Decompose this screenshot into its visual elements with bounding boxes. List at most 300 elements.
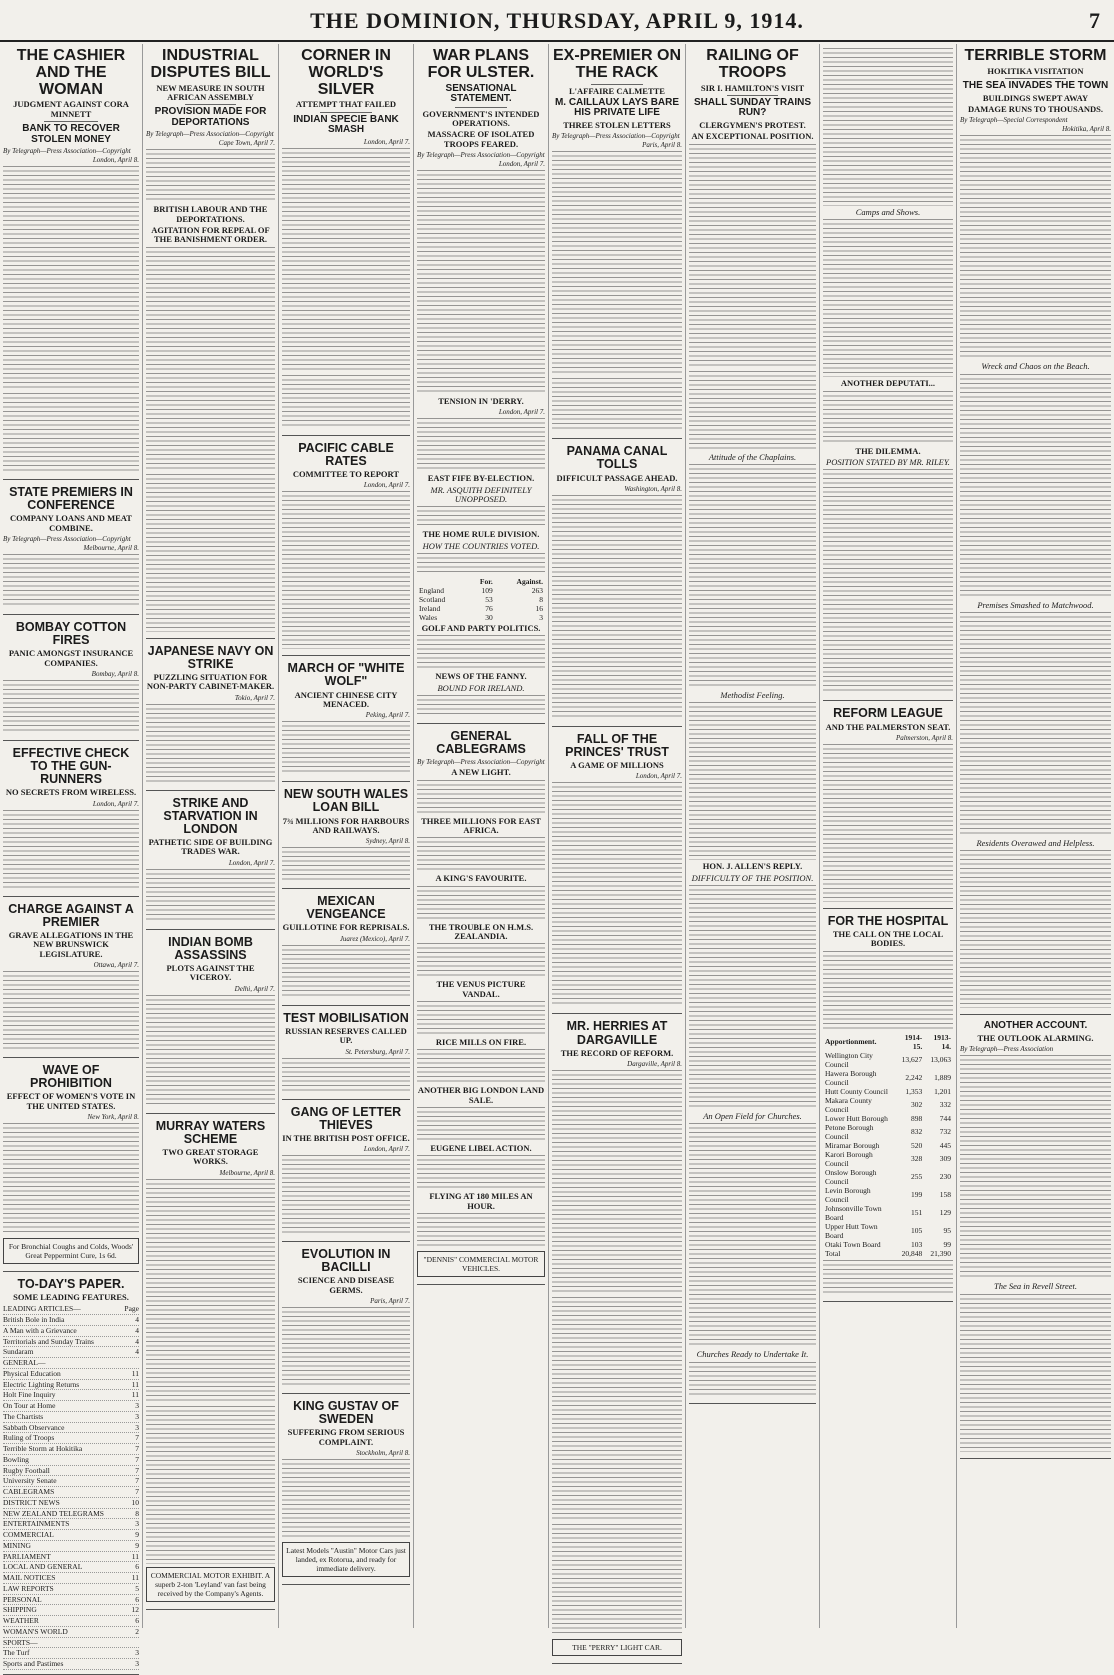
table-cell: Miramar Borough [825,1140,880,1150]
features-list-item [3,1466,139,1477]
subheading: The Sea in Revell Street. [993,1281,1077,1292]
dateline: Hokitika, April 8. [1062,125,1111,134]
article-body [552,151,682,376]
features-list-item [3,1573,139,1584]
table-cell: 129 [939,1208,951,1218]
article-body [417,886,545,921]
article-body [689,1123,816,1348]
article-body [823,48,953,206]
article-charge-premier [3,899,139,1058]
rule [44,121,98,122]
headline: TEST MOBILISATION [283,1010,409,1025]
table-row [823,1114,953,1123]
headline: GANG OF LETTER THIEVES [290,1104,402,1132]
article-body [282,375,410,429]
table-cell: Scotland [419,595,446,605]
dateline: Ottawa, April 7. [93,960,139,969]
subheading: SCIENCE AND DISEASE GERMS. [297,1275,395,1295]
features-list-item [3,1648,139,1659]
article-silver-corner [282,44,410,436]
feature-page: 4 [135,1347,139,1357]
subheading: HOKITIKA VISITATION [987,65,1084,76]
article-body [960,1055,1111,1280]
article-general-cablegrams [417,726,545,1285]
table-header-cell: 1914-15. [904,1032,923,1051]
features-list-item [3,1519,139,1530]
article-body [689,144,816,369]
article-war-plans [417,44,545,724]
table-cell: 732 [939,1127,951,1137]
table-cell: 21,390 [930,1248,951,1258]
subheading: Churches Ready to Undertake It. [696,1349,809,1360]
subheading: THE CALL ON THE LOCAL BODIES. [832,928,944,949]
dateline: London, April 7. [363,1145,410,1154]
headline: THE CASHIER AND THE WOMAN [16,47,126,98]
table-cell: Levin Borough Council [825,1185,871,1204]
table-cell: England [419,586,444,596]
table-cell: Hutt County Council [825,1086,888,1096]
dateline: Paris, April 8. [642,141,682,150]
article-body [960,1294,1111,1452]
article-mexican [282,891,410,1006]
headline: CHARGE AGAINST A PREMIER [8,901,134,929]
cablegram-heading: THE VENUS PICTURE VANDAL. [436,979,526,999]
subheading: Attitude of the Chaplains. [708,451,797,462]
subheading: MASSACRE OF ISOLATED TROOPS FEARED. [427,129,535,149]
headline: MARCH OF "WHITE WOLF" [287,661,405,689]
feature-page: 6 [135,1594,139,1604]
subheading: ANOTHER DEPUTATI... [840,378,936,389]
advertisement: For Bronchial Coughs and Colds, Woods' Great Peppermint Cure, 1s 6d. [3,1238,139,1264]
features-list-item [3,1541,139,1552]
article-body [823,744,953,902]
features-list-item [3,1530,139,1541]
table-cell: Total [825,1248,841,1258]
feature-label: CABLEGRAMS [3,1487,55,1497]
headline: EFFECTIVE CHECK TO THE GUN-RUNNERS [12,745,130,787]
subheading: PATHETIC SIDE OF BUILDING TRADES WAR. [148,836,273,857]
table-cell: 20,848 [901,1248,923,1258]
feature-label: University Senate [3,1476,57,1486]
features-list-item [3,1304,139,1315]
subheading: Camps and Shows. [855,207,921,217]
features-list-item [3,1455,139,1466]
dateline: Dargaville, April 8. [627,1060,682,1069]
dateline: Palmerston, April 8. [895,733,953,742]
table-cell: Onslow Borough Council [825,1167,877,1186]
feature-label: LEADING ARTICLES— [3,1304,81,1314]
article-body [3,393,139,473]
article-body [689,885,816,1110]
article-body [3,554,139,608]
article-camps [823,44,953,701]
table-cell: 2,242 [905,1073,923,1083]
subheading: GUILLOTINE FOR REPRISALS. [282,922,410,933]
table-cell: 309 [939,1154,951,1164]
subheading: THE OUTLOOK ALARMING. [977,1032,1094,1043]
article-body [552,1297,682,1522]
feature-label: Sundaram [3,1347,34,1357]
features-list-item [3,1584,139,1595]
article-prohibition [3,1060,139,1272]
headline: INDIAN BOMB ASSASSINS [168,934,253,962]
headline: EVOLUTION IN BACILLI [301,1247,391,1275]
feature-label: WEATHER [3,1616,39,1626]
subheading: COMPANY LOANS AND MEAT COMBINE. [10,513,132,533]
feature-label: The Chartists [3,1411,44,1421]
article-body [552,378,682,432]
headline: STATE PREMIERS IN CONFERENCE [9,485,133,513]
features-list-item [3,1390,139,1401]
article-body [552,782,682,1007]
advertisement: Latest Models "Austin" Motor Cars just landed, ex Rotorua, and ready for immediate delivery. [282,1542,410,1577]
column-3 [279,44,414,1628]
table-cell: 832 [910,1127,923,1137]
article-body [552,495,682,720]
subheading: SHALL SUNDAY TRAINS RUN? [693,96,812,119]
dateline: Melbourne, April 8. [83,544,139,553]
table-cell: 1,201 [934,1086,951,1096]
feature-page: 11 [131,1379,139,1389]
feature-label: MINING [3,1540,31,1550]
dateline: London, April 8. [92,156,139,165]
article-body [146,247,275,472]
subheading: Wreck and Chaos on the Beach. [981,361,1090,372]
features-list-item [3,1358,139,1369]
headline: KING GUSTAV OF SWEDEN [293,1399,399,1427]
column-8 [957,44,1114,1628]
feature-page: 3 [135,1519,139,1529]
feature-page: 11 [131,1573,139,1583]
table-cell: 3 [539,613,543,623]
article-body [417,837,545,872]
advertisement: THE "PERRY" LIGHT CAR. [552,1639,682,1656]
feature-page: 3 [135,1648,139,1658]
article-body [417,780,545,815]
home-rule-table [417,577,545,622]
subheading: An Open Field for Churches. [703,1111,802,1121]
article-body [3,810,139,890]
dateline: Bombay, April 8. [91,669,139,678]
article-body [417,1001,545,1036]
article-body [689,464,816,689]
article-body [960,135,1111,360]
feature-label: SPORTS— [3,1637,38,1647]
subheading: THE DILEMMA. [855,445,921,456]
feature-page: 12 [131,1605,139,1615]
table-cell: 105 [910,1226,923,1236]
column-6 [686,44,820,1628]
table-cell: Otaki Town Board [825,1239,881,1249]
headline: PACIFIC CABLE RATES [298,440,394,468]
feature-page: 3 [135,1659,139,1669]
feature-label: A Man with a Grievance [3,1325,77,1335]
features-list-item [3,1476,139,1487]
table-cell: 1,889 [934,1073,951,1083]
cablegram-heading: A NEW LIGHT. [451,767,511,778]
feature-page: 9 [135,1540,139,1550]
subheading: PUZZLING SITUATION FOR NON-PARTY CABINET-MAKER. [146,671,275,692]
dateline: Tokio, April 7. [234,693,275,702]
table-row [417,595,545,604]
feature-page: 10 [131,1497,139,1507]
headline: REFORM LEAGUE [833,706,943,721]
feature-label: On Tour at Home [3,1401,56,1411]
table-row [823,1222,953,1240]
feature-page: 3 [135,1401,139,1411]
table-cell: Ireland [419,604,441,614]
headline: EX-PREMIER ON THE RACK [552,47,681,81]
table-cell: 109 [481,586,493,596]
table-cell: 255 [910,1172,923,1182]
article-body [282,847,410,882]
subheading: AND THE PALMERSTON SEAT. [825,721,951,732]
subheading: TENSION IN 'DERRY. [438,395,524,406]
feature-page: 7 [135,1465,139,1475]
dateline: London, April 7. [228,858,275,867]
article-murray-waters [146,1116,275,1610]
subheading: PANIC AMONGST INSURANCE COMPANIES. [8,648,134,668]
article-princes-trust [552,729,682,1015]
article-body [282,721,410,775]
feature-label: Rugby Football [3,1465,50,1475]
table-cell: Wellington City Council [825,1050,873,1069]
article-body [146,704,275,784]
dateline: Stockholm, April 8. [356,1449,410,1458]
subheading: ANCIENT CHINESE CITY MENACED. [294,689,398,709]
article-body [3,1123,139,1235]
feature-label: ENTERTAINMENTS [3,1519,70,1529]
subheading: SOME LEADING FEATURES. [13,1292,129,1303]
cablegram-heading: EUGENE LIBEL ACTION. [430,1143,532,1154]
table-row [823,1204,953,1222]
dateline: New York, April 8. [87,1112,139,1121]
features-list-item [3,1605,139,1616]
table-header [823,1033,953,1051]
table-cell: 151 [910,1208,923,1218]
article-body [282,1058,410,1093]
table-row [823,1240,953,1249]
table-cell: 302 [910,1100,923,1110]
features-list-item [3,1369,139,1380]
features-list-item [3,1444,139,1455]
table-cell: 1,353 [905,1086,923,1096]
feature-page: 9 [135,1530,139,1540]
feature-label: Sports and Pastimes [3,1659,64,1669]
table-row [417,604,545,613]
table-cell: Hawera Borough Council [825,1068,877,1087]
subheading: POSITION STATED BY MR. RILEY. [826,457,950,468]
feature-page: 7 [135,1487,139,1497]
table-cell: 744 [939,1113,951,1123]
byline: By Telegraph—Press Association—Copyright [3,147,131,156]
table-row [823,1096,953,1114]
article-body [417,943,545,978]
article-body [823,391,953,445]
masthead-title: THE DOMINION, THURSDAY, APRIL 9, 1914. [310,8,804,33]
features-list-item [3,1380,139,1391]
cablegram-items [417,768,545,1248]
table-row [823,1141,953,1150]
rule [591,84,643,85]
todays-paper-index [3,1274,139,1675]
feature-label: British Bole in India [3,1315,65,1325]
table-cell: Wales [419,613,438,623]
cablegram-heading: RICE MILLS ON FIRE. [435,1037,527,1048]
table-header-cell: Apportionment. [825,1037,877,1047]
dateline: London, April 7. [363,137,410,146]
subheading: CLERGYMEN'S PROTEST. [699,119,806,130]
rule [727,95,778,96]
subheading: BRITISH LABOUR AND THE DEPORTATIONS. [153,204,268,224]
article-body [3,166,139,391]
feature-label: Electric Lighting Returns [3,1379,80,1389]
subheading: JUDGMENT AGAINST CORA MINNETT [13,99,129,119]
article-indian-bomb [146,932,275,1114]
dateline: Paris, April 7. [370,1297,410,1306]
article-hospital [823,911,953,1302]
table-row [823,1150,953,1168]
headline: FOR THE HOSPITAL [827,913,949,928]
table-cell: Karori Borough Council [825,1149,873,1168]
article-body [146,474,275,632]
features-list-item [3,1337,139,1348]
feature-label: GENERAL— [3,1358,46,1368]
table-cell: Lower Hutt Borough [825,1113,888,1123]
article-body [3,680,139,734]
article-body [417,1213,545,1248]
table-cell: 76 [485,604,493,614]
feature-page: 5 [135,1583,139,1593]
article-body [417,418,545,472]
headline: STRIKE AND STARVATION IN LONDON [163,795,258,836]
article-body [417,1049,545,1084]
feature-page: Page [124,1304,139,1314]
article-railing-troops [689,44,816,1404]
article-nsw-loan [282,784,410,889]
feature-page: 7 [135,1433,139,1443]
article-terrible-storm [960,44,1111,1015]
article-strike-starvation [146,793,275,930]
headline: PANAMA CANAL TOLLS [566,444,668,472]
subheading: SUFFERING FROM SERIOUS COMPLAINT. [287,1427,405,1447]
feature-label: WOMAN'S WORLD [3,1626,68,1636]
subheading: MR. ASQUITH DEFINITELY UNOPPOSED. [430,484,532,504]
feature-page: 7 [135,1476,139,1486]
subheading: ATTEMPT THAT FAILED [295,99,397,110]
byline: By Telegraph—Press Association [960,1045,1054,1054]
table-row [823,1186,953,1204]
cablegram-heading: THREE MILLIONS FOR EAST AFRICA. [421,815,541,835]
subheading: COMMITTEE TO REPORT [292,468,400,479]
feature-page: 11 [131,1551,139,1561]
byline: By Telegraph—Special Correspondent [960,116,1068,125]
article-body [146,1406,275,1564]
feature-label: Physical Education [3,1368,61,1378]
article-king-gustav [282,1396,410,1585]
table-cell: 8 [539,595,543,605]
subheading: SENSATIONAL STATEMENT. [445,82,517,105]
byline: By Telegraph—Press Association—Copyright [417,758,545,767]
headline: TERRIBLE STORM [964,47,1107,64]
table-row [823,1051,953,1069]
byline: By Telegraph—Press Association—Copyright [552,132,680,141]
feature-page: 2 [135,1626,139,1636]
byline: By Telegraph—Press Association—Copyright [417,150,545,159]
dateline: London, April 7. [635,772,682,781]
subheading: HOW THE COUNTRIES VOTED. [422,540,540,551]
features-list-item [3,1659,139,1670]
features-list-item [3,1595,139,1606]
feature-label: LOCAL AND GENERAL [3,1562,83,1572]
headline: MEXICAN VENGEANCE [306,894,386,922]
feature-label: Territorials and Sunday Trains [3,1336,94,1346]
cablegram-heading: ANOTHER BIG LONDON LAND SALE. [417,1085,545,1105]
article-body [960,374,1111,599]
headline: ANOTHER ACCOUNT. [983,1020,1088,1032]
dateline: Melbourne, April 8. [219,1168,275,1177]
dateline: London, April 7. [498,408,545,417]
dateline: Cape Town, April 7. [218,139,275,148]
subheading: DIFFICULTY OF THE POSITION. [691,872,814,883]
table-cell: 898 [910,1113,923,1123]
rule [1005,78,1065,79]
article-body [282,1459,410,1539]
subheading: BUILDINGS SWEPT AWAY [982,92,1089,103]
dateline: London, April 7. [498,159,545,168]
article-body [552,1070,682,1295]
feature-label: COMMERCIAL [3,1530,54,1540]
features-list-item [3,1315,139,1326]
apportionment-table [823,1033,953,1258]
advertisement: COMMERCIAL MOTOR EXHIBIT. A superb 2-ton 'Leyland' van fast being received by the Company's Agents. [146,1567,275,1602]
article-body [417,170,545,395]
dateline: St. Petersburg, April 7. [345,1047,410,1056]
table-row [823,1069,953,1087]
column-4 [414,44,549,1628]
feature-label: PERSONAL [3,1594,42,1604]
column-5 [549,44,686,1653]
table-row [823,1087,953,1096]
subheading: L'AFFAIRE CALMETTE [569,85,665,96]
table-row [823,1123,953,1141]
feature-label: Ruling of Troops [3,1433,55,1443]
article-body [146,995,275,1107]
advertisement: "DENNIS" COMMERCIAL MOTOR VEHICLES. [417,1251,545,1277]
article-body [417,506,545,528]
headline: WAR PLANS FOR ULSTER. [427,47,535,81]
subheading: INDIAN SPECIE BANK SMASH [293,113,399,136]
subheading: NEWS OF THE FANNY. [435,671,527,682]
article-herries [552,1016,682,1664]
subheading: THE SEA INVADES THE TOWN [962,80,1109,92]
feature-page: 6 [135,1616,139,1626]
article-body [960,612,1111,837]
table-cell: Petone Borough Council [825,1122,874,1141]
table-cell: 95 [943,1226,951,1236]
rule [320,112,371,113]
article-body [823,219,953,377]
features-list-item [3,1412,139,1423]
article-panama-canal [552,441,682,727]
table-cell: 103 [910,1239,923,1249]
article-state-premiers [3,482,139,615]
feature-page: 3 [135,1411,139,1421]
subheading: Residents Overawed and Helpless. [976,838,1095,849]
article-white-wolf [282,658,410,782]
subheading: 7¾ MILLIONS FOR HARBOURS AND RAILWAYS. [282,815,410,835]
features-list-item [3,1616,139,1627]
